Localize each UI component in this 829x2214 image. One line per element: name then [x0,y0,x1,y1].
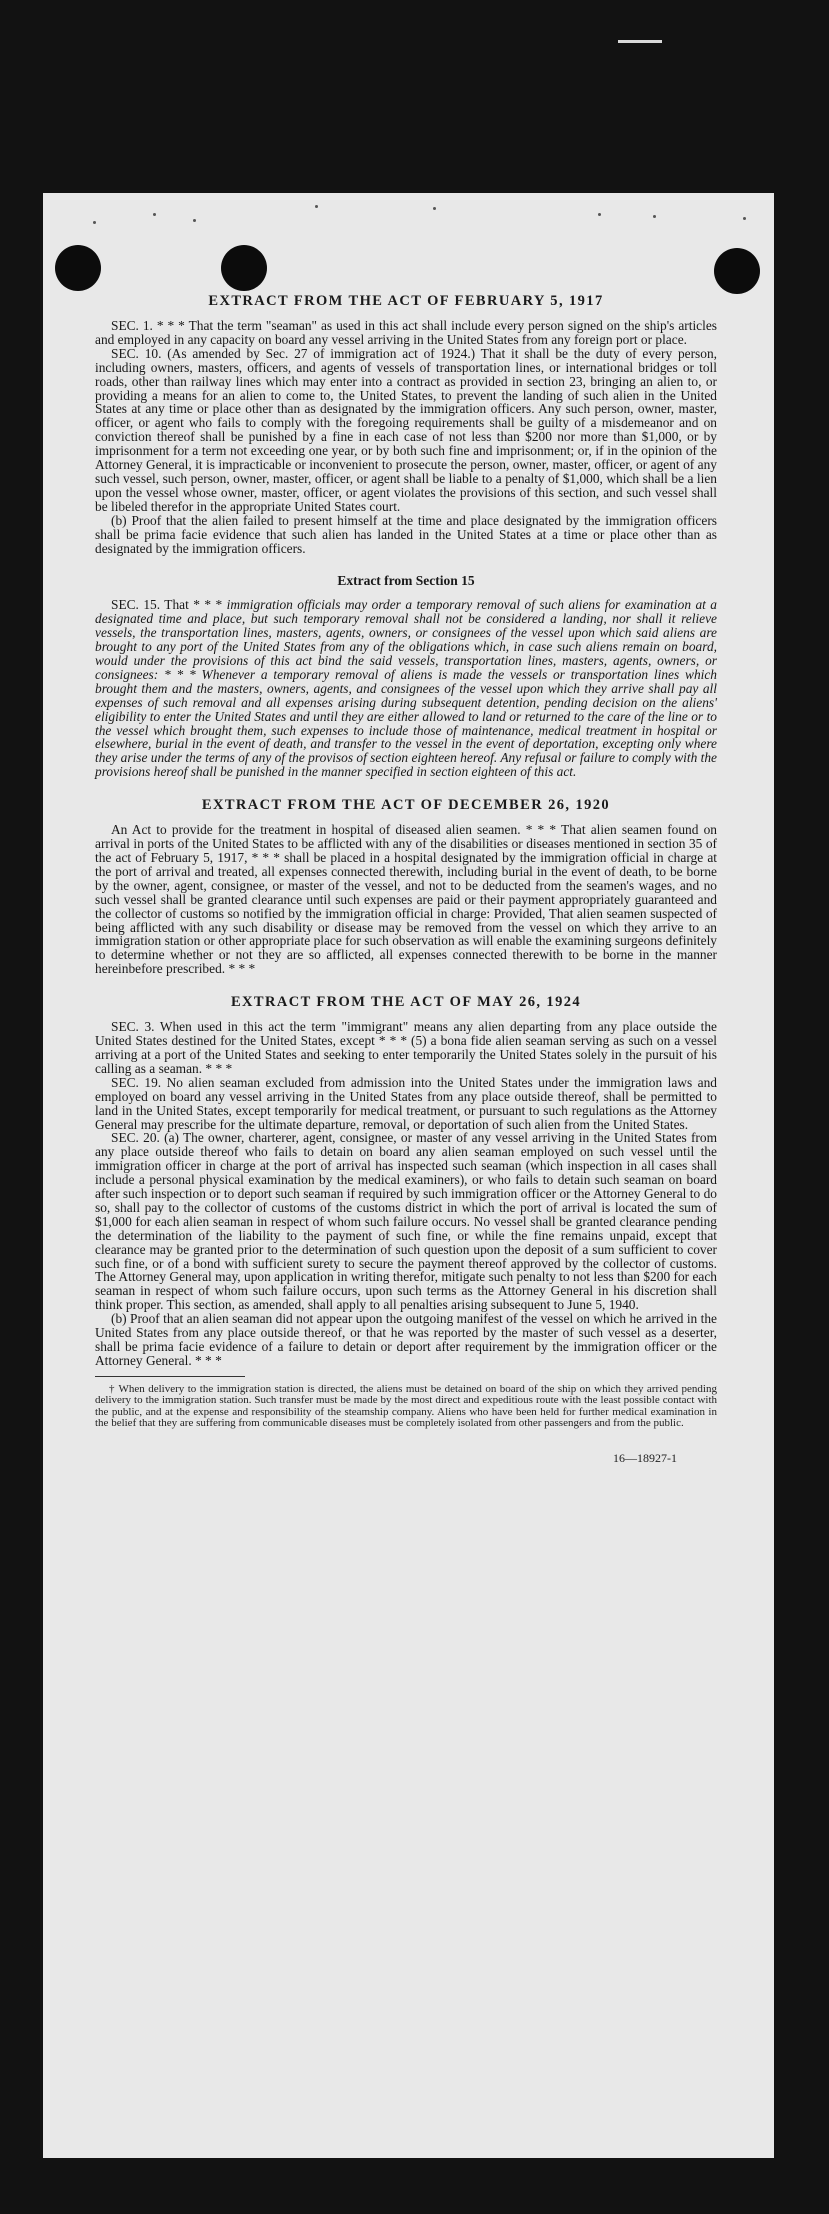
punch-hole-middle [221,245,267,291]
speck [93,221,96,224]
paragraph-1917-sec1: SEC. 1. * * * That the term "seaman" as used in this act shall include every person signed on the ship's articles and employed in any capacity on board any vessel arriving in the United States from any foreign port or place. [95,318,717,347]
speck [743,217,746,220]
paragraph-sec15 [95,598,717,779]
heading-act-1917: EXTRACT FROM THE ACT OF FEBRUARY 5, 1917 [208,293,604,309]
document-page [43,193,774,2158]
paragraph-1924-sec19: SEC. 19. No alien seaman excluded from admission into the United States under the immigration laws and employed on board any vessel arriving in the United States from any place outside thereof, shall be permitted to land in the United States, except temporarily for medical treatment, or pursuant to such regulations as the Attorney General may prescribe for the ultimate departure, removal, or deportation of such alien from the United States. [95,1074,717,1132]
paragraph-1917-sec10: SEC. 10. (As amended by Sec. 27 of immigration act of 1924.) That it shall be the duty of every person, including owners, masters, officers, and agents of vessels of transportation lines, or international bridges or toll roads, other than railway lines which may enter into a contract as provided in section 23, bringing an alien to, or providing a means for an alien to come to, the United States, to prevent the landing of such alien in the United States at any time or place other than as designated by the immigration officers. Any such person, owner, master, officer, or agent who fails to comply with the foregoing requirements shall be guilty of a misdemeanor and on conviction thereof shall be punished by a fine in each case of not less than $200 nor more than $1,000, or by imprisonment for a term not exceeding one year, or by both such fine and imprisonment; or, if in the opinion of the Attorney General, it is impracticable or inconvenient to prosecute the person, owner, master, officer, or agent of any such vessel, such person, owner, master, officer, or agent shall be liable to a penalty of $1,000, which shall be a lien upon the vessel whose owner, master, officer, or agent violates the provisions of this section, and such vessel shall be libeled therefor in the appropriate United States court. [95,345,717,514]
heading-section-15: Extract from Section 15 [337,573,475,589]
speck [598,213,601,216]
speck [653,215,656,218]
form-number: 16—18927-1 [613,1451,677,1466]
heading-act-1920: EXTRACT FROM THE ACT OF DECEMBER 26, 1920 [201,797,611,814]
paragraph-1924-sec20: SEC. 20. (a) The owner, charterer, agent, consignee, or master of any vessel arriving in the United States from any place outside thereof who fails to detain on board any alien seaman employed on such vessel until the immigration officer in charge at the port of arrival has inspected such seaman (which inspection in all cases shall include a personal physical examination by the medical examiners), or who fails to detain such seaman on board after such inspection or to deport such seaman if required by such immigration officer or the Attorney General to do so, shall pay to the collector of customs of the customs district in which the port of arrival is located the sum of $1,000 for each alien seaman in respect of whom such failure occurs. No vessel shall be granted clearance pending the determination of the liability to the payment of such fine, or while the fine remains unpaid, except that clearance may be granted prior to the determination of such question upon the deposit of a sum sufficient to cover such fine, or of a bond with sufficient surety to secure the payment thereof approved by the collector of customs. The Attorney General may, upon application in writing therefor, mitigate such penalty to not less than $200 for each seaman in respect of whom such failure occurs, upon such terms as the Attorney General in his discretion shall think proper. This section, as amended, shall apply to all penalties arising subsequent to June 5, 1940. [95,1130,717,1313]
paragraph-1924-sec3: SEC. 3. When used in this act the term "immigrant" means any alien departing from any place outside the United States destined for the United States, except * * * (5) a bona fide alien seaman serving as such on a vessel arriving at a port of the United States and seeking to enter temporarily the United States solely in the pursuit of his calling as a seaman. * * * [95,1019,717,1076]
punch-hole-right [714,248,760,294]
paragraph-1920: An Act to provide for the treatment in hospital of diseased alien seamen. * * * That alien seamen found on arrival in ports of the United States to be afflicted with any of the disabilities or diseases mentioned in section 35 of the act of February 5, 1917, * * * shall be placed in a hospital designated by the immigration official in charge at the port of arrival and treated, all expenses connected therewith, including burial in the event of death, to be borne by the owner, agent, consignee, or master of the vessel, and not to be deducted from the seamen's wages, and no such vessel shall be granted clearance until such expenses are paid or their payment appropriately guaranteed and the collector of customs so notified by the immigration official in charge: Provided, That alien seamen suspected of being afflicted with any such disability or disease may be removed from the vessel on which they arrive to an immigration station or other appropriate place for such observation as will enable the examining surgeons definitely to determine whether or not they are so afflicted, all expenses connected therewith to be borne in the manner hereinbefore prescribed. * * * [95,822,717,977]
film-edge-mark [618,40,662,43]
sec15-lead: SEC. 15. That * * * [111,597,223,613]
speck [193,219,196,222]
document-body [95,293,717,1466]
sec15-body: immigration officials may order a temporary removal of such aliens for examination at a designated time and place, but such temporary removal shall not be considered a landing, nor shall it relieve vessels, the transportation lines, masters, agents, owners, or consignees of the vessel upon which said aliens are brought to any port of the United States from any of the obligations which, in case such aliens remain on board, would under the provisions of this act bind the said vessels, transportation lines, masters, agents, owners, or consignees: * * * Whenever a temporary removal of aliens is made the vessels or transportation lines which brought them and the masters, owners, agents, and consignees of the vessel upon which they arrive shall pay all expenses of such removal and all expenses arising during subsequent detention, pending decision on the aliens' eligibility to enter the United States and until they are either allowed to land or returned to the care of the line or to the vessel which brought them, such expenses to include those of maintenance, medical treatment in hospital or elsewhere, burial in the event of death, and transfer to the vessel in the event of deportation, excepting only where they arise under the terms of any of the provisos of section eighteen hereof. Any refusal or failure to comply with the provisions hereof shall be punished in the manner specified in section eighteen of this act. [95,597,717,780]
footnote: † When delivery to the immigration station is directed, the aliens must be detained on board of the ship on which they arrived pending delivery to the immigration station. Such transfer must be made by the most direct and expeditious route with the least possible contact with the public, and at the expense and responsibility of the steamship company. Aliens who have been held for further medical examination in the belief that they are suffering from communicable diseases must be completely isolated from other passengers and from the public. [95,1382,717,1430]
paragraph-1917-b: (b) Proof that the alien failed to present himself at the time and place designated by the immigration officers shall be prima facie evidence that such alien has landed in the United States at a time or place other than as designated by the immigration officers. [95,512,717,556]
punch-hole-left [55,245,101,291]
speck [153,213,156,216]
speck [315,205,318,208]
heading-act-1924: EXTRACT FROM THE ACT OF MAY 26, 1924 [230,994,582,1011]
paragraph-1924-b: (b) Proof that an alien seaman did not appear upon the outgoing manifest of the vessel on which he arrived in the United States from any place outside thereof, or that he was reported by the master of such vessel as a deserter, shall be prima facie evidence of a failure to detain or deport after requirement by the immigration officer or the Attorney General. * * * [95,1311,717,1368]
footnote-rule [95,1376,245,1377]
speck [433,207,436,210]
